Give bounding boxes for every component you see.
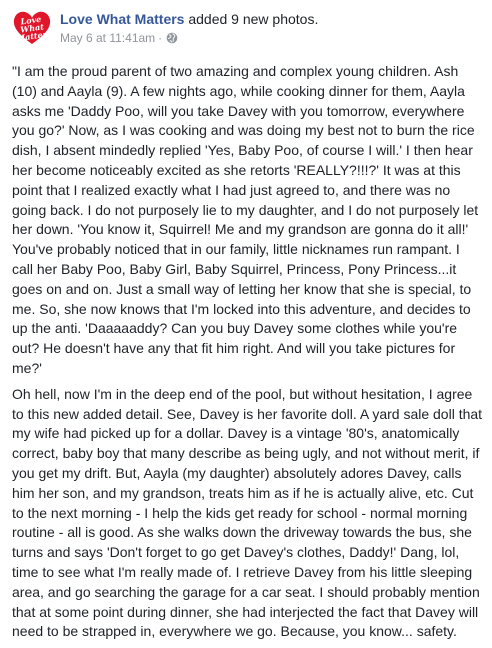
post-meta — [60, 8, 318, 56]
page-name-link[interactable]: Love What Matters — [60, 11, 185, 27]
meta-separator: · — [158, 31, 163, 45]
post-action-text: added 9 new photos. — [188, 11, 319, 27]
globe-icon[interactable] — [166, 32, 178, 44]
page-avatar[interactable] — [12, 8, 52, 48]
post-paragraph-1: "I am the proud parent of two amazing and complex young children. Ash (10) and Aayla (9). A few nights ago, while cooking dinner for them, Aayla asks me 'Daddy Poo, will you take Davey with you tomorrow, everywhere you go?' Now, as I was cooking and was doing my best not to burn the rice dish, I absent mindedly replied 'Yes, Baby Poo, of course I will.' I then hear her become noticeably excited as she retorts 'REALLY?!!!?' It was at this point that I realized exactly what I had just agreed to, and there was no going back. I do not purposely lie to my daughter, and I do not purposely let her down. 'You know it, Squirrel! Me and my grandson are gonna do it all!' You've probably noticed that in our family, little nicknames run rampant. I call her Baby Poo, Baby Girl, Baby Squirrel, Princess, Pony Princess...it goes on and on. Just a small way of letting her know that she is special, to me. So, she now knows that I'm locked into this adventure, and decides to up the anti. 'Daaaaaddy? Can you buy Davey some clothes while you're out? He doesn't have any that fit him right. And will you take pictures for me?' — [12, 63, 479, 376]
post-body — [12, 62, 484, 648]
post-paragraph-2: Oh hell, now I'm in the deep end of the pool, but without hesitation, I agree to this new added detail. See, Davey is her favorite doll. A yard sale doll that my wife had picked up for a dollar. Davey is a vintage '80's, anatomically correct, baby boy that many describe as being ugly, and not without merit, if you get my drift. But, Aayla (my daughter) absolutely adores Davey, calls him her son, and my grandson, treats him as if he is actually alive, etc. Cut to the next morning - I help the kids get ready for school - normal morning routine - all is good. As she walks down the driveway towards the bus, she turns and says 'Don't forget to go get Davey's clothes, Daddy!' Dang, lol, time to see what I'm really made of. I retrieve Davey from his little sleeping area, and go searching the garage for a car seat. I should probably mention that at some point during dinner, she had interjected the fact that Davey will need to be strapped in, everywhere we go. Because, you know... safety. — [12, 385, 483, 640]
post-header — [12, 8, 318, 56]
post-timestamp[interactable]: May 6 at 11:41am — [60, 31, 156, 45]
avatar-logo-text: Love What Matters — [15, 13, 52, 44]
